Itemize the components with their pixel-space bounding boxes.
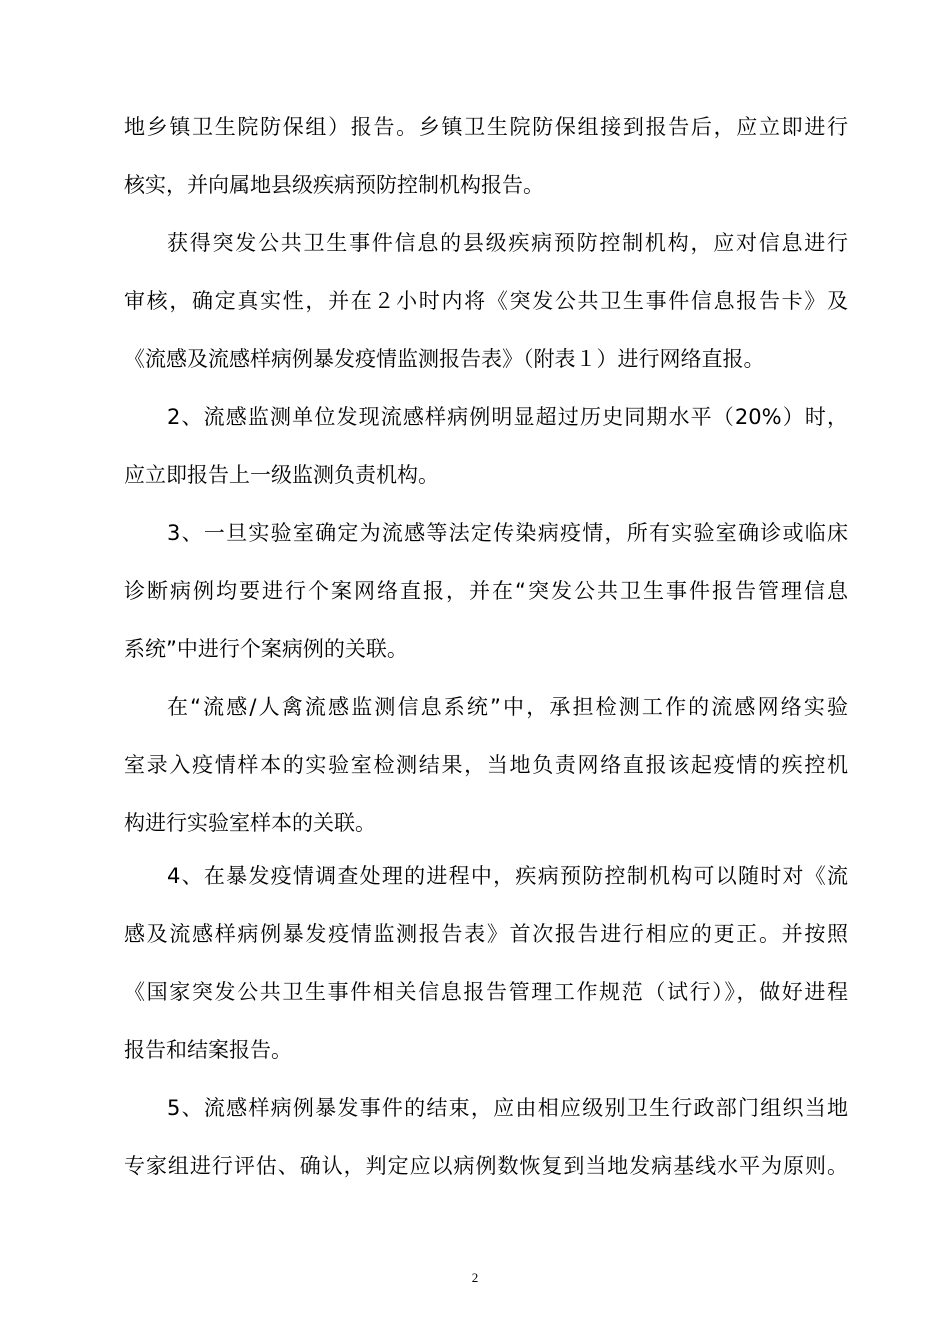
page-number: 2: [471, 1270, 479, 1285]
paragraph-7-line-1: [0, 1088, 950, 1128]
line-text: 室录入疫情样本的实验室检测结果，当地负责网络直报该起疫情的疾控机: [124, 753, 848, 777]
paragraph-3-line-1: [0, 397, 950, 437]
paragraph-4-line-2: [0, 571, 950, 611]
paragraph-6-line-1: [0, 856, 950, 896]
line-text: 3、一旦实验室确定为流感等法定传染病疫情，所有实验室确诊或临床: [167, 521, 848, 545]
paragraph-6-line-2: [0, 914, 950, 954]
paragraph-1-line-2: [0, 165, 950, 205]
line-text: 《流感及流感样病例暴发疫情监测报告表》（附表１）进行网络直报。: [124, 347, 765, 371]
paragraph-2-line-1: [0, 223, 950, 263]
paragraph-6-line-4: [0, 1030, 950, 1070]
line-text: 专家组进行评估、确认，判定应以病例数恢复到当地发病基线水平为原则。: [124, 1154, 848, 1178]
paragraph-4-line-3: [0, 629, 950, 669]
line-text: 5、流感样病例暴发事件的结束，应由相应级别卫生行政部门组织当地: [167, 1096, 848, 1120]
line-text: 应立即报告上一级监测负责机构。: [124, 463, 439, 487]
line-text: 诊断病例均要进行个案网络直报，并在“突发公共卫生事件报告管理信息: [124, 579, 848, 603]
line-text: 核实，并向属地县级疾病预防控制机构报告。: [124, 173, 544, 197]
line-text: 4、在暴发疫情调查处理的进程中，疾病预防控制机构可以随时对《流: [167, 864, 848, 888]
paragraph-5-line-3: [0, 803, 950, 843]
line-text: 报告和结案报告。: [124, 1038, 292, 1062]
paragraph-4-line-1: [0, 513, 950, 553]
paragraph-2-line-3: [0, 339, 950, 379]
line-text: 审核，确定真实性，并在２小时内将《突发公共卫生事件信息报告卡》及: [124, 289, 848, 313]
line-text: 地乡镇卫生院防保组）报告。乡镇卫生院防保组接到报告后，应立即进行: [124, 115, 848, 139]
paragraph-2-line-2: [0, 281, 950, 321]
line-text: 感及流感样病例暴发疫情监测报告表》首次报告进行相应的更正。并按照: [124, 922, 848, 946]
line-text: 获得突发公共卫生事件信息的县级疾病预防控制机构，应对信息进行: [167, 231, 848, 255]
line-text: 构进行实验室样本的关联。: [124, 811, 376, 835]
line-text: 《国家突发公共卫生事件相关信息报告管理工作规范（试行）》，做好进程: [124, 980, 848, 1004]
paragraph-5-line-2: [0, 745, 950, 785]
paragraph-3-line-2: [0, 455, 950, 495]
paragraph-5-line-1: [0, 687, 950, 727]
paragraph-6-line-3: [0, 972, 950, 1012]
line-text: 系统”中进行个案病例的关联。: [124, 637, 408, 661]
line-text: 在“流感/人禽流感监测信息系统”中，承担检测工作的流感网络实验: [167, 695, 848, 719]
line-text: 2、流感监测单位发现流感样病例明显超过历史同期水平（20%）时，: [167, 405, 848, 429]
paragraph-7-line-2: [0, 1146, 950, 1186]
paragraph-1-line-1: [0, 107, 950, 147]
